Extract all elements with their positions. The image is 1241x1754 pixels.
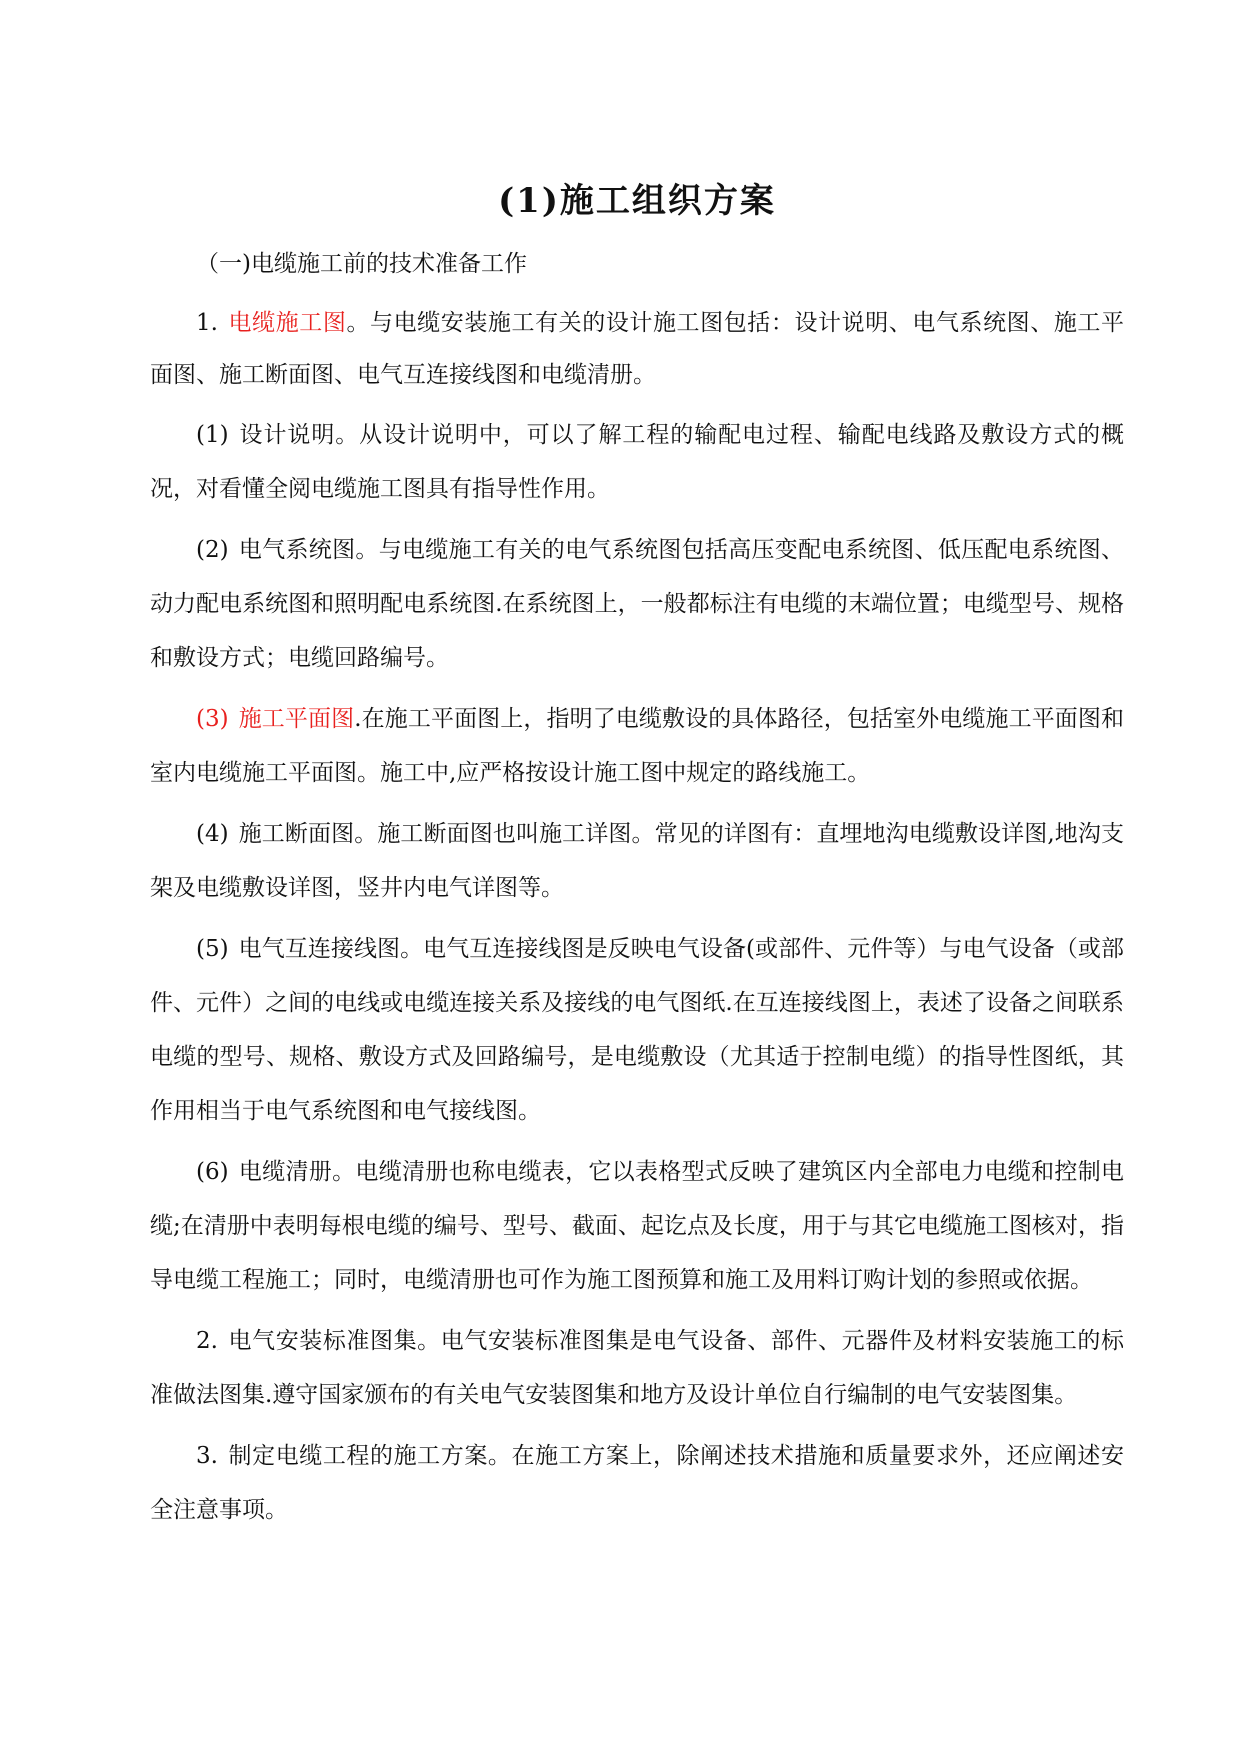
item-number: (6): [196, 1159, 229, 1185]
item-number: 2.: [196, 1328, 218, 1354]
item-text: 电气互连接线图。电气互连接线图是反映电气设备(或部件、元件等）与电气设备（或部件、元件）之间的电线或电缆连接关系及接线的电气图纸.在互连接线图上，表述了设备之间联系电缆的型号、规格、敷设方式及回路编号，是电缆敷设（尤其适于控制电缆）的指导性图纸，其作用相当于电气系统图和电气接线图。: [150, 936, 1124, 1124]
item-number: 1.: [196, 310, 218, 336]
highlight-term: 电缆施工图: [227, 310, 347, 336]
item-1-1: [150, 408, 1124, 516]
item-number: 3.: [196, 1443, 218, 1469]
item-1-2: [150, 523, 1124, 685]
item-text: 电缆清册。电缆清册也称电缆表，它以表格型式反映了建筑区内全部电力电缆和控制电缆;在清册中表明每根电缆的编号、型号、截面、起讫点及长度，用于与其它电缆施工图核对，指导电缆工程施工；同时，电缆清册也可作为施工图预算和施工及用料订购计划的参照或依据。: [150, 1159, 1124, 1293]
section-heading: （一)电缆施工前的技术准备工作: [196, 251, 527, 277]
item-text: 。与电缆安装施工有关的设计施工图包括：设计说明、电气系统图、施工平面图、施工断面图、电气互连接线图和电缆清册。: [150, 310, 1125, 388]
item-number: (2): [196, 537, 229, 563]
item-2: [150, 1314, 1124, 1422]
item-number: (1): [196, 422, 229, 448]
item-text: .在施工平面图上，指明了电缆敷设的具体路径，包括室外电缆施工平面图和室内电缆施工平面图。施工中,应严格按设计施工图中规定的路线施工。: [150, 706, 1125, 786]
item-text: 设计说明。从设计说明中，可以了解工程的输配电过程、输配电线路及敷设方式的概况，对看懂全阅电缆施工图具有指导性作用。: [150, 422, 1124, 502]
item-text: 电气系统图。与电缆施工有关的电气系统图包括高压变配电系统图、低压配电系统图、动力配电系统图和照明配电系统图.在系统图上，一般都标注有电缆的末端位置；电缆型号、规格和敷设方式；电缆回路编号。: [150, 537, 1124, 671]
document-page: [150, 176, 1124, 1544]
item-number: (4): [196, 821, 229, 847]
item-1: [150, 297, 1124, 401]
item-1-4: [150, 807, 1124, 915]
item-text: 施工断面图。施工断面图也叫施工详图。常见的详图有：直埋地沟电缆敷设详图,地沟支架及电缆敷设详图，竖井内电气详图等。: [150, 821, 1124, 901]
item-text: 制定电缆工程的施工方案。在施工方案上，除阐述技术措施和质量要求外，还应阐述安全注意事项。: [150, 1443, 1124, 1523]
item-text: 电气安装标准图集。电气安装标准图集是电气设备、部件、元器件及材料安装施工的标准做法图集.遵守国家颁布的有关电气安装图集和地方及设计单位自行编制的电气安装图集。: [150, 1328, 1124, 1408]
item-3: [150, 1429, 1124, 1537]
item-number: (3): [196, 706, 229, 732]
item-1-5: [150, 922, 1124, 1138]
item-1-6: [150, 1145, 1124, 1307]
item-number: (5): [196, 936, 229, 962]
item-1-3: [150, 692, 1124, 800]
highlight-term: 施工平面图: [238, 706, 355, 732]
document-title: (1)施工组织方案: [498, 181, 776, 221]
